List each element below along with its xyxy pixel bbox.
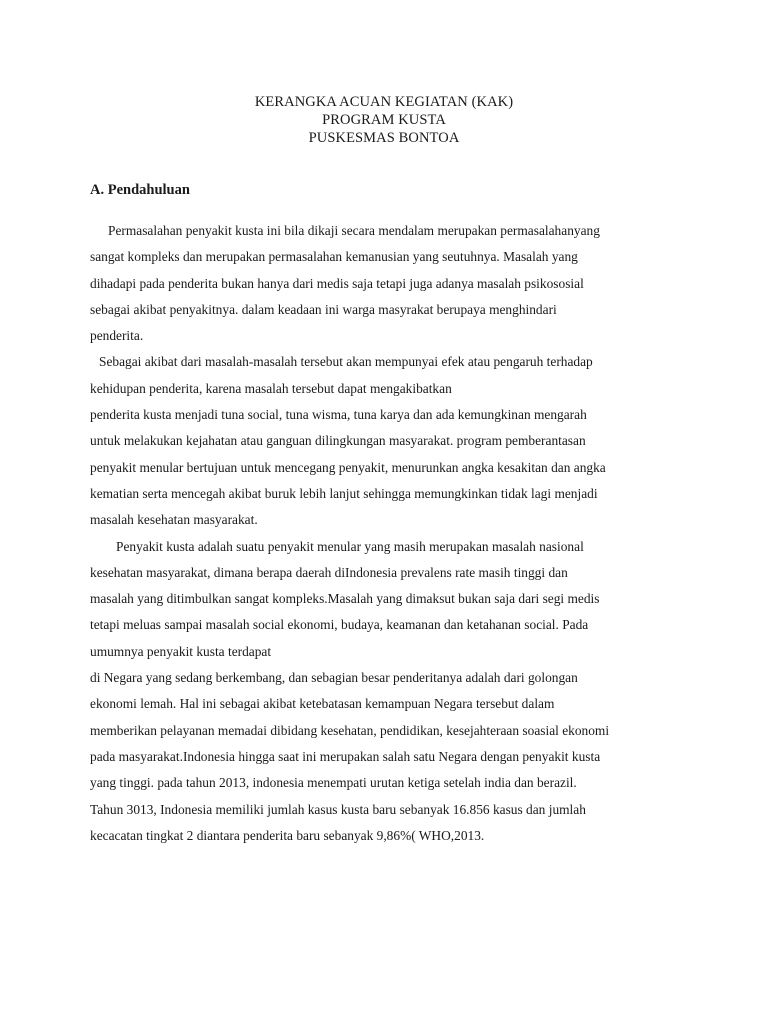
paragraph-1-line-5: penderita. [90, 328, 144, 344]
paragraph-1-line-3: dihadapi pada penderita bukan hanya dari medis saja tetapi juga adanya masalah psikososial [90, 275, 584, 291]
paragraph-3-line-10: yang tinggi. pada tahun 2013, indonesia menempati urutan ketiga setelah india dan berazil. [90, 775, 577, 791]
paragraph-3-line-3: masalah yang ditimbulkan sangat kompleks.Masalah yang dimaksut bukan saja dari segi medis [90, 591, 600, 607]
paragraph-3-line-7: ekonomi lemah. Hal ini sebagai akibat ketebatasan kemampuan Negara tersebut dalam [90, 696, 555, 712]
title-line-3: PUSKESMAS BONTOA [308, 130, 460, 146]
paragraph-3-line-1: Penyakit kusta adalah suatu penyakit menular yang masih merupakan masalah nasional [116, 538, 584, 554]
document-title [0, 93, 768, 147]
paragraph-2-line-7: masalah kesehatan masyarakat. [90, 512, 258, 528]
paragraph-2-line-3: penderita kusta menjadi tuna social, tuna wisma, tuna karya dan ada kemungkinan mengarah [90, 407, 587, 423]
paragraph-2-line-1: Sebagai akibat dari masalah-masalah tersebut akan mempunyai efek atau pengaruh terhadap [99, 354, 593, 370]
paragraph-1-line-1: Permasalahan penyakit kusta ini bila dikaji secara mendalam merupakan permasalahanyang [108, 223, 600, 238]
paragraph-3-line-9: pada masyarakat.Indonesia hingga saat ini merupakan salah satu Negara dengan penyakit kusta [90, 748, 601, 764]
title-line-1: KERANGKA ACUAN KEGIATAN (KAK) [254, 94, 514, 110]
paragraph-2-line-4: untuk melakukan kejahatan atau ganguan dilingkungan masyarakat. program pemberantasan [90, 433, 586, 449]
paragraph-2-line-5: penyakit menular bertujuan untuk mencegang penyakit, menurunkan angka kesakitan dan angka [90, 459, 606, 475]
paragraph-3-line-6: di Negara yang sedang berkembang, dan sebagian besar penderitanya adalah dari golongan [90, 670, 578, 686]
paragraph-3-line-4: tetapi meluas sampai masalah social ekonomi, budaya, keamanan dan ketahanan social. Pada [90, 617, 589, 633]
body-text [90, 218, 690, 849]
paragraph-1-line-4: sebagai akibat penyakitnya. dalam keadaan ini warga masyrakat berupaya menghindari [90, 301, 557, 317]
section-heading: A. Pendahuluan [90, 182, 190, 198]
paragraph-3-line-2: kesehatan masyarakat, dimana berapa daerah diIndonesia prevalens rate masih tinggi dan [90, 564, 568, 580]
title-line-2: PROGRAM KUSTA [322, 112, 446, 128]
paragraph-3-line-12: kecacatan tingkat 2 diantara penderita baru sebanyak 9,86%( WHO,2013. [90, 827, 485, 843]
paragraph-2-line-6: kematian serta mencegah akibat buruk lebih lanjut sehingga memungkinkan tidak lagi menjadi [90, 485, 598, 501]
paragraph-2-line-2: kehidupan penderita, karena masalah tersebut dapat mengakibatkan [90, 380, 452, 396]
paragraph-3-line-11: Tahun 3013, Indonesia memiliki jumlah kasus kusta baru sebanyak 16.856 kasus dan jumlah [90, 801, 586, 817]
paragraph-3-line-8: memberikan pelayanan memadai dibidang kesehatan, pendidikan, kesejahteraan soasial ekonomi [90, 722, 610, 738]
paragraph-3-line-5: umumnya penyakit kusta terdapat [90, 643, 272, 659]
paragraph-1-line-2: sangat kompleks dan merupakan permasalahan kemanusian yang seutuhnya. Masalah yang [90, 249, 578, 265]
